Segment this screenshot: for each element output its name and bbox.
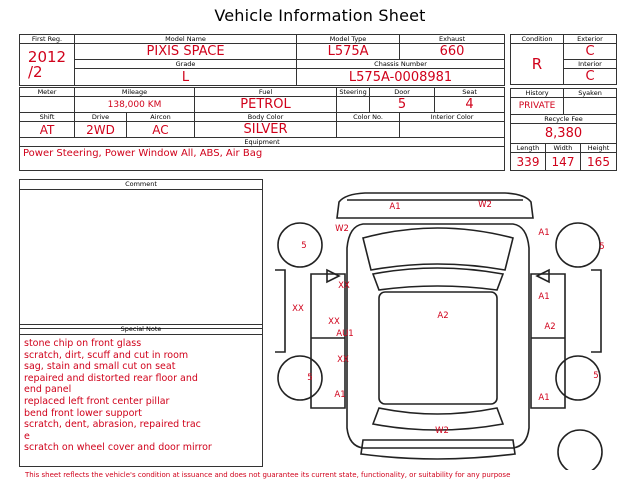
body-color-label: Body Color <box>195 113 337 122</box>
door-label: Door <box>370 88 435 97</box>
mark-left-door-mid-xx: XX <box>328 317 340 327</box>
recycle-fee-label: Recycle Fee <box>511 115 617 124</box>
mark-left-front-w2: W2 <box>335 224 349 234</box>
door-value: 5 <box>370 97 435 113</box>
height-value: 165 <box>581 153 617 171</box>
mileage-value: 138,000 KM <box>75 97 195 113</box>
model-name-label: Model Name <box>75 35 297 44</box>
aircon-value: AC <box>127 122 195 138</box>
comment-text <box>20 190 262 192</box>
syaken-label: Syaken <box>564 89 617 98</box>
length-value: 339 <box>511 153 546 171</box>
seat-value: 4 <box>435 97 505 113</box>
drive-label: Drive <box>75 113 127 122</box>
special-note-line: repaired and distorted rear floor and <box>24 372 198 384</box>
special-note-line: scratch, dent, abrasion, repaired trac <box>24 419 201 431</box>
mileage-label: Mileage <box>75 88 195 97</box>
mark-top-w2: W2 <box>478 200 492 210</box>
mark-left-door-au1: AU1 <box>336 329 354 339</box>
special-note-line: scratch, dirt, scuff and cut in room <box>24 349 189 361</box>
exterior-label: Exterior <box>564 35 617 44</box>
first-reg-label: First Reg. <box>20 35 75 44</box>
shift-value: AT <box>20 122 75 138</box>
meter-value <box>20 97 75 113</box>
drive-value: 2WD <box>75 122 127 138</box>
model-name-value: PIXIS SPACE <box>75 44 297 60</box>
recycle-fee-value: 8,380 <box>511 124 617 144</box>
first-reg-month: /2 <box>28 62 43 81</box>
mark-left-door-front-xx: XX <box>338 281 350 291</box>
mark-right-door-a2: A2 <box>544 322 556 332</box>
exhaust-label: Exhaust <box>400 35 505 44</box>
exterior-value: C <box>564 44 617 60</box>
mark-left-wheel-front: 5 <box>301 241 307 251</box>
steering-label: Steering <box>337 88 370 97</box>
mark-bottom-w2: W2 <box>435 426 449 436</box>
grade-value: L <box>75 69 297 86</box>
special-note-label: Special Note <box>20 325 262 335</box>
model-type-label: Model Type <box>297 35 400 44</box>
color-no-value <box>337 122 400 138</box>
spare-wheel <box>558 430 602 470</box>
chassis-value: L575A-0008981 <box>297 69 505 86</box>
equipment-value: Power Steering, Power Window All, ABS, Air Bag <box>20 147 505 171</box>
history-label: History <box>511 89 564 98</box>
length-label: Length <box>511 144 546 153</box>
mark-right-front-a1: A1 <box>538 228 550 238</box>
left-rear-wheel <box>278 356 322 400</box>
first-reg-value <box>20 44 75 86</box>
mark-right-wheel-front: 5 <box>599 242 605 252</box>
height-label: Height <box>581 144 617 153</box>
width-label: Width <box>546 144 581 153</box>
first-reg-year: 2012 <box>27 47 67 66</box>
model-type-value: L575A <box>297 44 400 60</box>
mark-left-body-xx: XX <box>292 304 304 314</box>
mark-left-rear-a1: A1 <box>334 390 346 400</box>
seat-label: Seat <box>435 88 505 97</box>
special-note-line: bend front lower support <box>24 407 143 419</box>
condition-table <box>510 34 617 85</box>
mark-top-a1: A1 <box>389 202 401 212</box>
fuel-label: Fuel <box>195 88 337 97</box>
exhaust-value: 660 <box>400 44 505 60</box>
condition-label: Condition <box>511 35 564 44</box>
mark-left-rear-wheel: 5 <box>307 373 313 383</box>
disclaimer-footer: This sheet reflects the vehicle's condition at issuance and does not guarantee its current state, functionality, or suitability for any purpose <box>25 471 511 479</box>
shift-label: Shift <box>20 113 75 122</box>
syaken-value <box>564 98 617 115</box>
special-note-line: scratch on wheel cover and door mirror <box>24 442 212 454</box>
special-note-line: sag, stain and small cut on seat <box>24 361 176 373</box>
car-damage-diagram <box>265 178 625 470</box>
meter-label: Meter <box>20 88 75 97</box>
condition-value: R <box>511 44 564 85</box>
special-note-line: e <box>24 430 30 442</box>
color-no-label: Color No. <box>337 113 400 122</box>
mark-roof-a2: A2 <box>437 311 449 321</box>
special-note-line: replaced left front center pillar <box>24 395 170 407</box>
mark-right-rear-wheel: 5 <box>593 371 599 381</box>
interior-label: Interior <box>564 60 617 69</box>
interior-color-label: Interior Color <box>400 113 505 122</box>
page-title: Vehicle Information Sheet <box>214 6 426 25</box>
mark-right-door-a1: A1 <box>538 292 550 302</box>
fuel-value: PETROL <box>195 97 337 113</box>
mark-right-rear-a1: A1 <box>538 393 550 403</box>
right-front-wheel <box>556 223 600 267</box>
comment-box <box>19 179 263 329</box>
rear-bumper-outline <box>361 440 515 459</box>
mark-left-door-rear-xx: XX <box>337 355 349 365</box>
front-bumper-outline <box>337 193 533 218</box>
history-value: PRIVATE <box>511 98 564 115</box>
comment-label: Comment <box>20 180 262 190</box>
aircon-label: Aircon <box>127 113 195 122</box>
width-value: 147 <box>546 153 581 171</box>
interior-color-value <box>400 122 505 138</box>
steering-value <box>337 97 370 113</box>
equipment-label: Equipment <box>20 138 505 147</box>
interior-value: C <box>564 69 617 85</box>
vehicle-info-table <box>19 34 505 171</box>
special-note-line: end panel <box>24 384 72 396</box>
special-note-box <box>19 324 263 467</box>
history-table <box>510 88 617 171</box>
body-color-value: SILVER <box>195 122 337 138</box>
special-note-line: stone chip on front glass <box>24 338 142 349</box>
left-front-wheel <box>278 223 322 267</box>
chassis-label: Chassis Number <box>297 60 505 69</box>
grade-label: Grade <box>75 60 297 69</box>
